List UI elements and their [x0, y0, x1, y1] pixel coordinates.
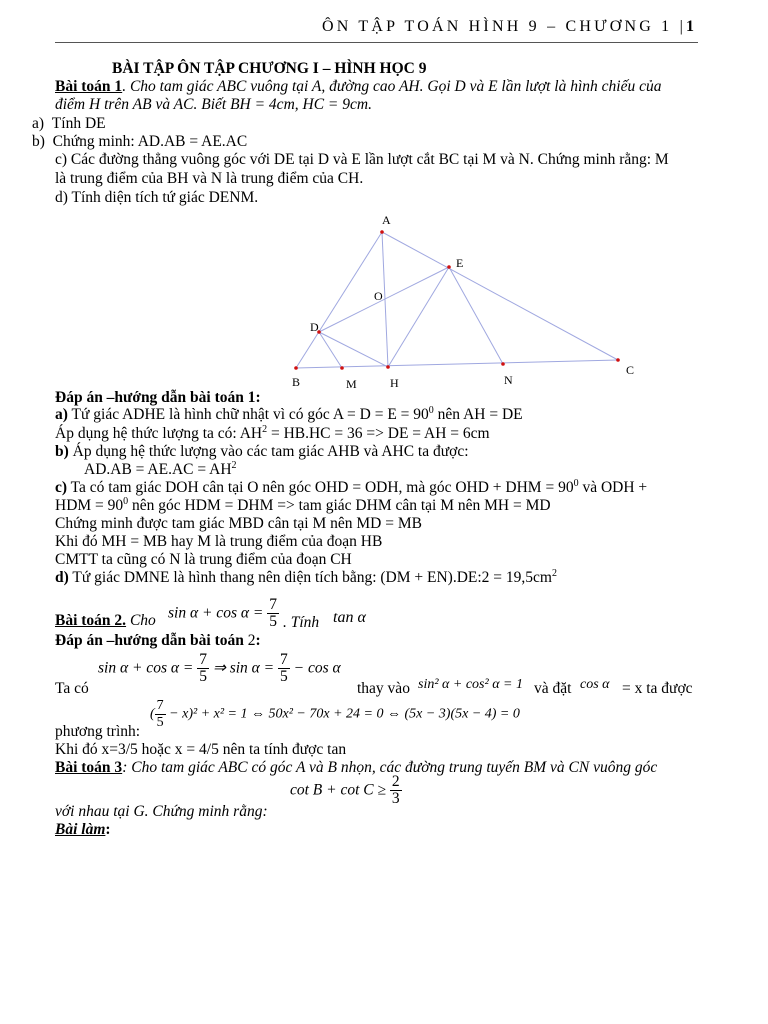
header-separator: | [679, 18, 686, 35]
problem-1-part-d: d) Tính diện tích tứ giác DENM. [55, 189, 259, 206]
ans1-c-label: c) [55, 479, 68, 496]
answer-2-vadat: và đặt [534, 680, 572, 697]
answer-2-taco: Ta có [55, 680, 89, 697]
label-b: B [292, 375, 301, 389]
ans2-eq1-mid: ⇒ sin α = [212, 659, 275, 677]
ans1-l1b: nên AH = DE [433, 406, 523, 423]
segment-en [449, 267, 503, 364]
answer-2-title [55, 632, 261, 650]
point-a [380, 230, 384, 234]
answer-2-conclusion: Khi đó x=3/5 hoặc x = 4/5 nên ta tính được tan [55, 741, 347, 758]
problem-2-label-line [55, 612, 156, 630]
ans2-title-num: 2 [243, 632, 256, 649]
ans1-l1: Tứ giác ADHE là hình chữ nhật vì có góc A = D = E = 90 [67, 406, 429, 423]
p2-num: 7 [269, 596, 277, 613]
p3-num: 2 [391, 773, 400, 790]
answer-1-line-4 [84, 461, 237, 479]
ans2-frac-1 [197, 652, 209, 685]
problem-1-part-c-2: là trung điểm của BH và N là trung điểm của CH. [55, 170, 364, 187]
ans1-l5b: và ODH + [578, 479, 648, 496]
label-o: O [374, 289, 383, 303]
problem-3-text-2-line [55, 803, 268, 821]
ans2-eq1-end: − cos α [293, 659, 341, 677]
answer-1-line-2 [55, 425, 490, 443]
header-title: ÔN TẬP TOÁN HÌNH 9 – CHƯƠNG 1 [321, 18, 673, 35]
label-c: C [626, 363, 635, 377]
ans1-l4-sup: 2 [231, 459, 237, 471]
answer-1-line-1 [55, 406, 523, 424]
problem-2-tan: tan α [333, 609, 366, 626]
problem-3-bailam: Bài làm: [55, 821, 111, 838]
point-b [294, 366, 298, 370]
ans2-frac2-num: 7 [280, 651, 288, 668]
answer-2-phuongtrinh: phương trình: [55, 723, 141, 740]
answer-2-equation-2 [150, 698, 520, 731]
document-title: BÀI TẬP ÔN TẬP CHƯƠNG I – HÌNH HỌC 9 [112, 60, 427, 77]
ans1-a-label: a) [55, 406, 68, 423]
figure-lines [296, 232, 618, 368]
ans1-l2-sup: 2 [262, 423, 268, 435]
figure-points [294, 230, 620, 370]
ans1-l5-sup: 0 [573, 477, 579, 489]
segment-ab [296, 232, 382, 368]
problem-2-equation [168, 597, 279, 630]
ans2-frac3-num: 7 [156, 698, 164, 713]
ans2-pt-open: ( [150, 706, 155, 722]
segment-dh [319, 332, 388, 367]
label-d: D [310, 320, 319, 334]
p3-ineq-left: cot B + cot C ≥ [290, 781, 387, 799]
answer-2-equation-1 [98, 652, 341, 685]
ans1-l6b: nên góc HDM = DHM => tam giác DHM cân tại M nên MH = MD [128, 497, 551, 514]
problem-1-part-c-1: c) Các đường thẳng vuông góc với DE tại D và E lần lượt cắt BC tại M và N. Chứng minh rằng: M [55, 151, 669, 168]
problem-3-text-2: với nhau tại G. Chứng minh rằng: [55, 803, 268, 820]
p2-fraction [267, 597, 279, 630]
answer-1-line-6 [55, 497, 551, 515]
bailam-label: Bài làm [55, 821, 106, 838]
geometry-figure [0, 0, 768, 400]
problem-1-label: Bài toán 1 [55, 78, 123, 95]
ans1-l10-sup: 2 [551, 567, 557, 579]
p2-den: 5 [269, 613, 277, 630]
ans1-l6: HDM = 90 [55, 497, 124, 514]
label-n: N [504, 373, 513, 387]
problem-3-inequality [290, 774, 402, 807]
label-e: E [456, 256, 464, 270]
ans2-frac1-num: 7 [199, 651, 207, 668]
segment-ac [382, 232, 618, 360]
ans1-l2b: = HB.HC = 36 => DE = AH = 6cm [267, 425, 490, 442]
ans1-l4: AD.AB = AE.AC = AH [84, 461, 232, 478]
ans2-frac1-den: 5 [199, 668, 207, 685]
answer-2-cos: cos α [580, 677, 610, 692]
point-h [386, 365, 390, 369]
problem-3-text-1: : Cho tam giác ABC có góc A và B nhọn, các đường trung tuyến BM và CN vuông góc [122, 759, 658, 776]
problem-2-tinh [283, 614, 319, 632]
ans1-l10: Tứ giác DMNE là hình thang nên diện tích bằng: (DM + EN).DE:2 = 19,5cm [68, 569, 552, 586]
answer-1-line-8: Khi đó MH = MB hay M là trung điểm của đoạn HB [55, 533, 383, 550]
label-h: H [390, 376, 399, 390]
ans1-l2: Áp dụng hệ thức lượng ta có: AH [55, 425, 263, 442]
p3-fraction [390, 774, 402, 807]
point-c [616, 358, 620, 362]
ans2-title-text: Đáp án –hướng dẫn bài toán [55, 632, 244, 649]
ans1-d-label: d) [55, 569, 69, 586]
ans2-frac2-den: 5 [280, 668, 288, 685]
problem-3-label: Bài toán 3 [55, 759, 123, 776]
p2-eq-left: sin α + cos α = [168, 604, 264, 622]
ans1-l6-sup: 0 [123, 495, 129, 507]
answer-2-xtaduoc: = x ta được [622, 680, 693, 697]
label-m: M [346, 377, 357, 391]
segment-bc [296, 360, 618, 368]
answer-1-title: Đáp án –hướng dẫn bài toán 1: [55, 389, 261, 406]
ans2-eq1-left: sin α + cos α = [98, 659, 194, 677]
ans2-pt-rest: − x)² + x² = 1 ⇔ 50x² − 70x + 24 = 0 ⇔ (5x − 3)(5x − 4) = 0 [169, 706, 520, 722]
answer-2-identity: sin² α + cos² α = 1 [418, 677, 523, 692]
point-n [501, 362, 505, 366]
ans2-frac-3 [155, 698, 166, 731]
problem-1-text-1: . Cho tam giác ABC vuông tại A, đường cao AH. Gọi D và E lần lượt là hình chiếu của [122, 78, 662, 95]
answer-2-thayvao: thay vào [357, 680, 410, 697]
answer-1-line-5 [55, 479, 647, 497]
point-e [447, 265, 451, 269]
problem-2-label: Bài toán 2. [55, 612, 127, 629]
answer-1-line-7: Chứng minh được tam giác MBD cân tại M nên MD = MB [55, 515, 422, 532]
answer-1-line-9: CMTT ta cũng có N là trung điểm của đoạn CH [55, 551, 352, 568]
answer-1-line-10 [55, 569, 557, 587]
label-a: A [382, 213, 391, 227]
ans2-title-end: : [255, 632, 261, 649]
ans1-b-label: b) [55, 443, 69, 460]
point-m [340, 366, 344, 370]
problem-2-cho: Cho [126, 612, 156, 629]
p2-tinh-text: . Tính [283, 614, 320, 631]
answer-1-line-3 [55, 443, 469, 461]
ans2-frac-2 [278, 652, 290, 685]
page-number: 1 [686, 18, 694, 35]
ans1-l1-sup: 0 [428, 404, 434, 416]
problem-1-part-a: a) Tính DE [32, 115, 106, 132]
problem-1-text-2: điểm H trên AB và AC. Biết BH = 4cm, HC = 9cm. [55, 96, 372, 113]
problem-1-part-b: b) Chứng minh: AD.AB = AE.AC [32, 133, 248, 150]
ans1-l3: Áp dụng hệ thức lượng vào các tam giác AHB và AHC ta được: [68, 443, 469, 460]
ans2-frac3-den: 5 [156, 715, 164, 730]
p3-den: 3 [391, 790, 400, 807]
ans1-l5: Ta có tam giác DOH cân tại O nên góc OHD = ODH, mà góc OHD + DHM = 90 [67, 479, 574, 496]
